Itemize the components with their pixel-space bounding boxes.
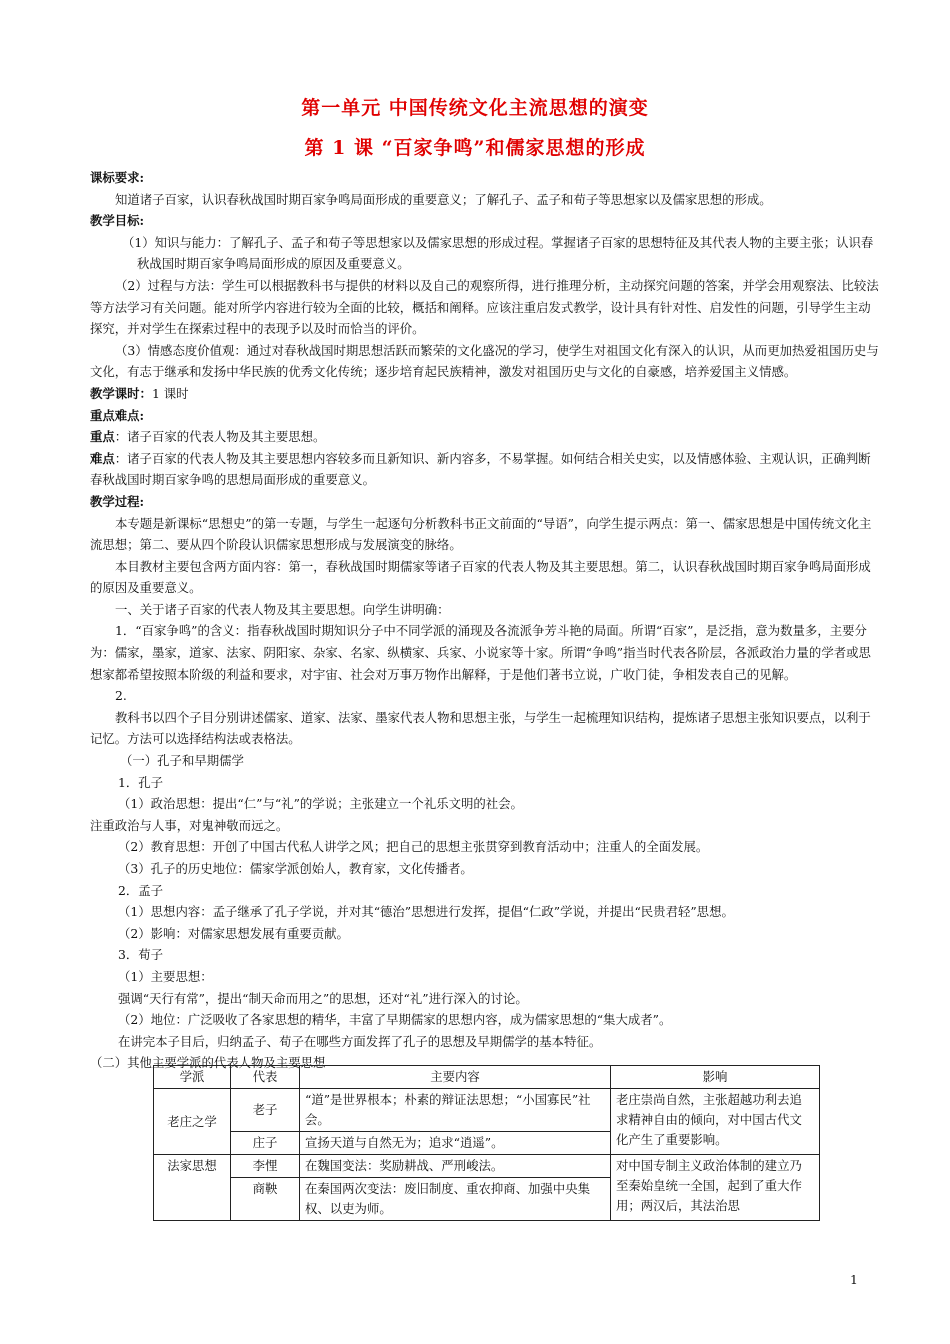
table-header: 主要内容	[300, 1066, 611, 1089]
summary-text: 在讲完本子目后，归纳孟子、荀子在哪些方面发挥了孔子的思想及早期儒学的基本特征。	[118, 1033, 602, 1049]
process-paragraph-6: 教科书以四个子目分别讲述儒家、道家、法家、墨家代表人物和思想主张，与学生一起梳理知识结构，提炼诸子思想主张知识要点，以利于记忆。方法可以选择结构法或表格法。	[90, 709, 871, 747]
curriculum-heading: 课标要求:	[90, 170, 145, 185]
content-cell: 在魏国变法：奖励耕战、严刑峻法。	[300, 1155, 611, 1178]
confucius-point-3: （3）孔子的历史地位：儒家学派创始人，教育家，文化传播者。	[118, 861, 473, 876]
content-cell: “道”是世界根本；朴素的辩证法思想；“小国寡民”社会。	[300, 1089, 611, 1132]
confucius-point-1b: 注重政治与人事，对鬼神敬而远之。	[90, 817, 289, 833]
confucius-point-1: （1）政治思想：提出“仁”与“礼”的学说；主张建立一个礼乐文明的社会。	[118, 796, 523, 812]
key-point	[90, 426, 880, 448]
school-cell: 法家思想	[154, 1155, 231, 1221]
difficult-text: ：诸子百家的代表人物及其主要思想内容较多而且新知识、新内容多，不易掌握。如何结合相关史实，以及情感体验、主观认识，正确判断春秋战国时期百家争鸣的思想局面形成的重要意义。	[90, 450, 871, 488]
school-cell: 老庄之学	[154, 1089, 231, 1155]
hours-line	[90, 383, 880, 405]
document-body	[90, 167, 880, 1074]
page-number: 1	[850, 1272, 858, 1287]
lesson-title: 第 1 课 “百家争鸣”和儒家思想的形成	[304, 137, 646, 159]
process-paragraph-4: 1．“百家争鸣”的含义：指春秋战国时期知识分子中不同学派的涌现及各流派争芳斗艳的局面。所谓“百家”，是泛指，意为数量多，主要分为：儒家，墨家，道家、法家、阴阳家、杂家、名家、纵横家、兵家、小说家等十家。所谓“争鸣”指当时代表各阶层，各派政治力量的学者或思想家都希望按照本阶级的利益和要求，对宇宙、社会对万事万物作出解释，于是他们著书立说，广收门徒，争相发表自己的见解。	[90, 623, 871, 682]
objective-3: （3）情感态度价值观：通过对春秋战国时期思想活跃而繁荣的文化盛况的学习，使学生对祖国文化有深入的认识，从而更加热爱祖国历史与文化，有志于继承和发扬中华民族的优秀文化传统；逐步培育起民族精神，激发对祖国历史与文化的自豪感，培养爱国主义情感。	[90, 342, 879, 380]
process-paragraph-3: 一、关于诸子百家的代表人物及其主要思想。向学生讲明确：	[115, 601, 450, 617]
xunzi-title: 3．荀子	[118, 947, 164, 963]
influence-cell: 对中国专制主义政治体制的建立乃至秦始皇统一全国，起到了重大作用；两汉后，其法治思	[611, 1155, 820, 1221]
representative-cell: 李悝	[231, 1155, 300, 1178]
confucius-title: 1．孔子	[118, 774, 164, 790]
xunzi-point-1: （1）主要思想：	[118, 968, 213, 984]
xunzi-point-1b: 强调“天行有常”，提出“制天命而用之”的思想，还对“礼”进行深入的讨论。	[118, 990, 528, 1006]
key-label: 重点	[90, 429, 115, 445]
section-confucius: （一）孔子和早期儒学	[120, 753, 244, 769]
content-cell: 在秦国两次变法：废旧制度、重农抑商、加强中央集权、以吏为师。	[300, 1178, 611, 1221]
confucius-point-2: （2）教育思想：开创了中国古代私人讲学之风；把自己的思想主张贯穿到教育活动中；注重人的全面发展。	[118, 839, 709, 855]
representative-cell: 庄子	[231, 1132, 300, 1155]
influence-cell: 老庄崇尚自然，主张超越功利去追求精神自由的倾向，对中国古代文化产生了重要影响。	[611, 1089, 820, 1155]
table-header-row	[154, 1066, 820, 1089]
keypoints-heading: 重点难点:	[90, 407, 145, 423]
key-text: ：诸子百家的代表人物及其主要思想。	[114, 429, 326, 445]
representative-cell: 商鞅	[231, 1178, 300, 1221]
difficult-label: 难点	[90, 450, 115, 466]
schools-table	[153, 1065, 820, 1221]
table-row	[154, 1155, 820, 1178]
hours-heading: 教学课时：	[90, 385, 152, 401]
hours-value: 1 课时	[151, 385, 189, 401]
section-other-schools: （二）其他主要学派的代表人物及主要思想	[90, 1055, 326, 1071]
table-row	[154, 1089, 820, 1132]
table-header: 代表	[231, 1066, 300, 1089]
objective-2: （2）过程与方法：学生可以根据教科书与提供的材料以及自己的观察所得，进行推理分析，主动探究问题的答案，并学会用观察法、比较法等方法学习有关问题。能对所学内容进行较为全面的比较，概括和阐释。应该注重启发式教学，设计具有针对性、启发性的问题，引导学生主动探究，并对学生在探索过程中的表现予以及时而恰当的评价。	[90, 277, 879, 337]
process-paragraph-5: 2.	[115, 688, 127, 704]
process-heading: 教学过程:	[90, 493, 145, 509]
objective-1: （1）知识与能力：了解孔子、孟子和荀子等思想家以及儒家思想的形成过程。掌握诸子百家的思想特征及其代表人物的主要主张；认识春秋战国时期百家争鸣局面形成的原因及重要意义。	[122, 234, 874, 272]
xunzi-point-2: （2）地位：广泛吸收了各家思想的精华，丰富了早期儒家的思想内容，成为儒家思想的“集大成者”。	[118, 1012, 672, 1028]
content-cell: 宣扬天道与自然无为；追求“逍遥”。	[300, 1132, 611, 1155]
difficult-point	[90, 448, 880, 491]
mencius-point-2: （2）影响：对儒家思想发展有重要贡献。	[118, 925, 349, 941]
mencius-title: 2．孟子	[118, 882, 164, 898]
objectives-heading: 教学目标:	[90, 213, 145, 229]
mencius-point-1: （1）思想内容：孟子继承了孔子学说，并对其“德治”思想进行发挥，提倡“仁政”学说，并提出“民贵君轻”思想。	[118, 904, 734, 920]
unit-title: 第一单元 中国传统文化主流思想的演变	[301, 97, 649, 119]
curriculum-text: 知道诸子百家，认识春秋战国时期百家争鸣局面形成的重要意义；了解孔子、孟子和荀子等思想家以及儒家思想的形成。	[115, 191, 772, 207]
representative-cell: 老子	[231, 1089, 300, 1132]
process-paragraph-2: 本目教材主要包含两方面内容：第一，春秋战国时期儒家等诸子百家的代表人物及其主要思想。第二，认识春秋战国时期百家争鸣局面形成的原因及重要意义。	[90, 558, 871, 596]
table-header: 学派	[154, 1066, 231, 1089]
process-paragraph-1: 本专题是新课标“思想史”的第一专题，与学生一起逐句分析教科书正文前面的“导语”，向学生提示两点：第一、儒家思想是中国传统文化主流思想；第二、要从四个阶段认识儒家思想形成与发展演变的脉络。	[90, 515, 872, 553]
table-header: 影响	[611, 1066, 820, 1089]
